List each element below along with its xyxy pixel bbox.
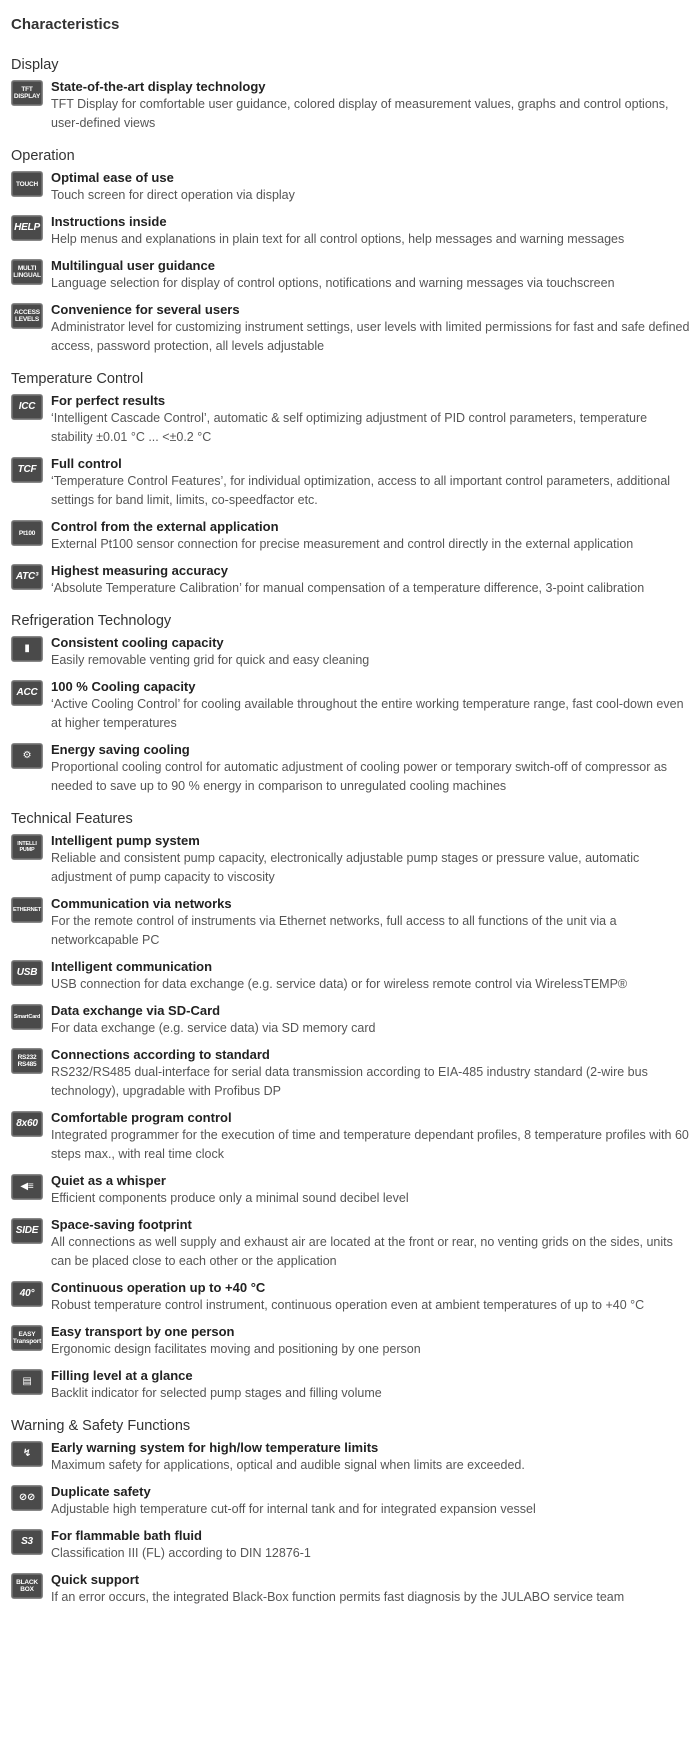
feature-item: [11, 213, 690, 249]
duplicate-safety-icon: [11, 1485, 43, 1511]
tft-display-icon: [11, 80, 43, 106]
feature-item: [11, 1571, 690, 1607]
feature-text: [51, 1439, 690, 1475]
feature-item: [11, 1216, 690, 1271]
feature-description: ‘Active Cooling Control’ for cooling available throughout the entire working temperature range, fast cool-down even at higher temperatures: [51, 697, 684, 730]
section-title: Technical Features: [11, 811, 133, 827]
section-display: [11, 56, 690, 133]
acc-icon: [11, 680, 43, 706]
section-technical-features: [11, 810, 690, 1403]
feature-item: [11, 78, 690, 133]
feature-title: Space-saving footprint: [51, 1217, 192, 1232]
feature-title: Consistent cooling capacity: [51, 635, 224, 650]
feature-item: [11, 1002, 690, 1038]
icon-label: ⚙: [22, 750, 32, 761]
icon-label: S3: [21, 1536, 33, 1547]
icon-label: ATC³: [15, 571, 39, 582]
feature-title: Comfortable program control: [51, 1110, 232, 1125]
s3-icon: [11, 1529, 43, 1555]
feature-description: Classification III (FL) according to DIN 12876-1: [51, 1546, 311, 1560]
icon-sublabel: Transport: [12, 1338, 42, 1345]
icon-sublabel: RS485: [17, 1061, 37, 1068]
feature-title: Connections according to standard: [51, 1047, 270, 1062]
feature-description: Maximum safety for applications, optical and audible signal when limits are exceeded.: [51, 1458, 525, 1472]
help-icon: [11, 215, 43, 241]
feature-text: [51, 1483, 690, 1519]
access-levels-icon: [11, 303, 43, 329]
feature-description: Help menus and explanations in plain text for all control options, help messages and warning messages: [51, 232, 625, 246]
feature-description: Reliable and consistent pump capacity, electronically adjustable pump stages or pressure value, automatic adjustment of pump capacity to viscosity: [51, 851, 640, 884]
feature-item: [11, 518, 690, 554]
icon-sublabel: BOX: [20, 1586, 34, 1593]
feature-text: [51, 1109, 690, 1164]
feature-description: Touch screen for direct operation via display: [51, 188, 295, 202]
feature-text: [51, 257, 690, 293]
section-refrigeration-technology: [11, 612, 690, 796]
feature-text: [51, 1046, 690, 1101]
pt100-icon: [11, 520, 43, 546]
icon-sublabel: DISPLAY: [13, 93, 41, 100]
feature-title: Intelligent pump system: [51, 833, 200, 848]
feature-item: [11, 1367, 690, 1403]
energy-saving-icon: [11, 743, 43, 769]
feature-title: Convenience for several users: [51, 302, 240, 317]
feature-title: For flammable bath fluid: [51, 1528, 202, 1543]
page-title: Characteristics: [11, 16, 120, 33]
feature-title: Easy transport by one person: [51, 1324, 235, 1339]
feature-text: [51, 455, 690, 510]
feature-title: Continuous operation up to +40 °C: [51, 1280, 266, 1295]
icon-label: TOUCH: [16, 180, 38, 188]
section-title: Refrigeration Technology: [11, 613, 172, 629]
feature-description: RS232/RS485 dual-interface for serial data transmission according to EIA-485 industry standard (2-wire bus technology), upgradable with Profibus DP: [51, 1065, 648, 1098]
feature-title: Filling level at a glance: [51, 1368, 193, 1383]
icon-label: TFT: [21, 86, 33, 93]
feature-item: [11, 1323, 690, 1359]
feature-item: [11, 562, 690, 598]
icon-label: BLACK: [16, 1579, 38, 1586]
icon-label: 40°: [19, 1288, 35, 1299]
icon-sublabel: LINGUAL: [13, 272, 41, 279]
feature-text: [51, 1172, 690, 1208]
feature-description: If an error occurs, the integrated Black-Box function permits fast diagnosis by the JULABO service team: [51, 1590, 625, 1604]
icon-label: Pt100: [18, 529, 36, 537]
sections-container: [11, 56, 690, 1607]
icon-label: ICC: [18, 401, 36, 412]
icon-label: HELP: [14, 222, 40, 233]
feature-description: All connections as well supply and exhaust air are located at the front or rear, no venting grids on the sides, units can be placed close to each other or the application: [51, 1235, 673, 1268]
feature-text: [51, 1367, 690, 1403]
feature-description: Ergonomic design facilitates moving and positioning by one person: [51, 1342, 421, 1356]
section-title: Warning & Safety Functions: [11, 1418, 191, 1434]
section-temperature-control: [11, 370, 690, 598]
black-box-icon: [11, 1573, 43, 1599]
icon-sublabel: LEVELS: [14, 316, 40, 323]
rs232-icon: [11, 1048, 43, 1074]
feature-text: [51, 958, 690, 994]
touch-icon: [11, 171, 43, 197]
icon-label: SIDE: [15, 1225, 39, 1236]
section-warning-safety-functions: [11, 1417, 690, 1607]
feature-title: Optimal ease of use: [51, 170, 174, 185]
feature-text: [51, 678, 690, 733]
feature-text: [51, 1527, 690, 1563]
feature-item: [11, 832, 690, 887]
feature-description: Administrator level for customizing instrument settings, user levels with limited permissions for fast and safe defined access, password protection, all levels adjustable: [51, 320, 690, 353]
feature-description: Language selection for display of control options, notifications and warning messages via touchscreen: [51, 276, 615, 290]
feature-text: [51, 301, 690, 356]
feature-description: Easily removable venting grid for quick and easy cleaning: [51, 653, 370, 667]
feature-title: Duplicate safety: [51, 1484, 151, 1499]
feature-title: 100 % Cooling capacity: [51, 679, 196, 694]
feature-text: [51, 518, 690, 554]
feature-title: For perfect results: [51, 393, 166, 408]
feature-text: [51, 78, 690, 133]
section-title: Operation: [11, 148, 75, 164]
feature-title: Multilingual user guidance: [51, 258, 215, 273]
feature-text: [51, 741, 690, 796]
usb-icon: [11, 960, 43, 986]
feature-description: For data exchange (e.g. service data) via SD memory card: [51, 1021, 376, 1035]
icon-label: RS232: [17, 1054, 37, 1061]
feature-title: Intelligent communication: [51, 959, 213, 974]
feature-description: ‘Absolute Temperature Calibration’ for manual compensation of a temperature difference, 3-point calibration: [51, 581, 645, 595]
feature-item: [11, 1279, 690, 1315]
icon-label: ⊘⊘: [18, 1492, 36, 1503]
icon-label: ◀≡: [20, 1181, 34, 1192]
section-operation: [11, 147, 690, 356]
feature-text: [51, 1216, 690, 1271]
filling-level-icon: [11, 1369, 43, 1395]
feature-text: [51, 562, 690, 598]
ethernet-icon: [11, 897, 43, 923]
feature-text: [51, 1571, 690, 1607]
feature-title: State-of-the-art display technology: [51, 79, 266, 94]
feature-item: [11, 1172, 690, 1208]
icon-label: SmartCard: [13, 1014, 41, 1020]
feature-title: Full control: [51, 456, 122, 471]
continuous-40-icon: [11, 1281, 43, 1307]
easy-transport-icon: [11, 1325, 43, 1351]
feature-title: Control from the external application: [51, 519, 279, 534]
feature-text: [51, 1279, 690, 1315]
program-icon: [11, 1111, 43, 1137]
feature-title: Quick support: [51, 1572, 140, 1587]
feature-text: [51, 832, 690, 887]
feature-text: [51, 169, 690, 205]
footprint-icon: [11, 1218, 43, 1244]
feature-item: [11, 1483, 690, 1519]
feature-title: Instructions inside: [51, 214, 167, 229]
feature-description: For the remote control of instruments via Ethernet networks, full access to all functions of the unit via a networkcapable PC: [51, 914, 617, 947]
feature-item: [11, 741, 690, 796]
atc3-icon: [11, 564, 43, 590]
feature-title: Quiet as a whisper: [51, 1173, 166, 1188]
feature-description: Proportional cooling control for automatic adjustment of cooling power or temporary switch-off of compressor as needed to save up to 90 % energy in comparison to unregulated cooling machines: [51, 760, 668, 793]
feature-title: Communication via networks: [51, 896, 232, 911]
icon-label: EASY: [18, 1331, 36, 1338]
feature-description: ‘Intelligent Cascade Control’, automatic & self optimizing adjustment of PID control parameters, temperature stability ±0.01 °C ... <±0.2 °C: [51, 411, 648, 444]
feature-description: Integrated programmer for the execution of time and temperature dependant profiles, 8 temperature profiles with 60 steps max., with real time clock: [51, 1128, 689, 1161]
icon-label: ETHERNET: [12, 907, 42, 913]
feature-text: [51, 895, 690, 950]
feature-item: [11, 455, 690, 510]
feature-item: [11, 958, 690, 994]
icc-icon: [11, 394, 43, 420]
icon-sublabel: PUMP: [19, 847, 35, 853]
feature-item: [11, 1439, 690, 1475]
sd-card-icon: [11, 1004, 43, 1030]
feature-description: Adjustable high temperature cut-off for internal tank and for integrated expansion vessel: [51, 1502, 536, 1516]
feature-item: [11, 1527, 690, 1563]
early-warning-icon: [11, 1441, 43, 1467]
feature-description: Robust temperature control instrument, continuous operation even at ambient temperatures of up to +40 °C: [51, 1298, 645, 1312]
icon-label: ACCESS: [14, 309, 40, 316]
section-title: Temperature Control: [11, 371, 144, 387]
feature-description: TFT Display for comfortable user guidance, colored display of measurement values, graphs and control options, user-defined views: [51, 97, 669, 130]
feature-text: [51, 1323, 690, 1359]
icon-label: USB: [16, 967, 38, 978]
feature-item: [11, 895, 690, 950]
feature-item: [11, 678, 690, 733]
icon-label: 8x60: [16, 1118, 38, 1129]
feature-item: [11, 1046, 690, 1101]
feature-description: Backlit indicator for selected pump stages and filling volume: [51, 1386, 382, 1400]
icon-label: MULTI: [17, 265, 37, 272]
icon-label: TCF: [17, 464, 37, 475]
feature-description: External Pt100 sensor connection for precise measurement and control directly in the external application: [51, 537, 634, 551]
feature-item: [11, 392, 690, 447]
feature-item: [11, 257, 690, 293]
feature-item: [11, 169, 690, 205]
icon-label: ▤: [22, 1376, 32, 1387]
icon-label: ACC: [16, 687, 38, 698]
feature-text: [51, 634, 690, 670]
multilingual-icon: [11, 259, 43, 285]
tcf-icon: [11, 457, 43, 483]
feature-description: USB connection for data exchange (e.g. service data) or for wireless remote control via WirelessTEMP®: [51, 977, 628, 991]
section-title: Display: [11, 57, 59, 73]
feature-title: Highest measuring accuracy: [51, 563, 229, 578]
feature-text: [51, 213, 690, 249]
feature-title: Early warning system for high/low temperature limits: [51, 1440, 379, 1455]
feature-text: [51, 392, 690, 447]
icon-label: INTELLI: [17, 841, 37, 847]
icon-label: ▮: [24, 643, 30, 654]
feature-title: Data exchange via SD-Card: [51, 1003, 221, 1018]
quiet-icon: [11, 1174, 43, 1200]
feature-item: [11, 301, 690, 356]
venting-grid-icon: [11, 636, 43, 662]
icon-label: ↯: [22, 1448, 32, 1459]
feature-text: [51, 1002, 690, 1038]
feature-title: Energy saving cooling: [51, 742, 190, 757]
feature-item: [11, 1109, 690, 1164]
intelli-pump-icon: [11, 834, 43, 860]
feature-item: [11, 634, 690, 670]
feature-description: Efficient components produce only a minimal sound decibel level: [51, 1191, 409, 1205]
feature-description: ‘Temperature Control Features’, for individual optimization, access to all important control parameters, additional settings for band limit, limits, co-speedfactor etc.: [51, 474, 671, 507]
